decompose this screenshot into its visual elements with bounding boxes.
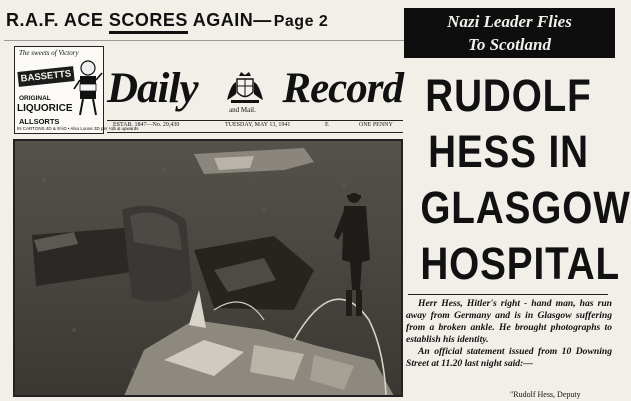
main-headline — [406, 68, 631, 292]
story-paragraph-1: Herr Hess, Hitler's right - hand man, has run away from Germany and is in Glasgow suffering from a broken ankle. He brought photographs to establish his identity. — [406, 298, 612, 345]
allsorts-mascot-icon — [73, 59, 103, 121]
kicker-line2: To Scotland — [468, 35, 551, 54]
masthead-subtitle: and Mail. — [229, 106, 256, 114]
headline-line1: RUDOLF — [425, 70, 592, 121]
advert-line2: LIQUORICE — [17, 103, 73, 114]
strap-tail: AGAIN— — [187, 10, 272, 30]
strap-rule — [4, 40, 404, 41]
masthead-rule-bottom — [107, 132, 403, 133]
dateline-price: ONE PENNY — [359, 122, 393, 128]
strap-text — [6, 10, 272, 34]
wreckage-photo — [14, 140, 402, 396]
dateline-date: TUESDAY, MAY 13, 1941 — [225, 122, 291, 128]
strap-page-ref[interactable]: Page 2 — [273, 13, 329, 30]
kicker-line1: Nazi Leader Flies — [447, 12, 572, 31]
advert-line1: ORIGINAL — [19, 95, 51, 102]
story-paragraph-2: An official statement issued from 10 Downing Street at 11.20 last night said:— — [406, 346, 612, 369]
story-continues: "Rudolf Hess, Deputy — [510, 390, 581, 399]
headline-line2: HESS IN — [428, 126, 589, 177]
dateline-edition: E — [325, 122, 329, 128]
strap-lead: R.A.F. ACE — [6, 10, 109, 30]
dateline — [107, 122, 403, 132]
royal-crest-icon — [225, 70, 265, 106]
headline-line4: HOSPITAL — [420, 238, 621, 289]
masthead — [107, 62, 403, 122]
story-rule — [408, 294, 608, 295]
strap-underlined: SCORES — [109, 10, 188, 34]
masthead-title-right: Record — [282, 65, 403, 112]
headline-line3: GLASGOW — [420, 182, 631, 233]
advert-line3: ALLSORTS — [19, 117, 60, 126]
masthead-rule-top — [107, 120, 403, 121]
advert-footer: IN CARTONS 4D & 8½D • Also Loose 3D per ¼lb & upwards — [17, 126, 139, 131]
wreckage-photo-image — [14, 140, 402, 396]
dateline-established: ESTAB. 1847—No. 29,430 — [113, 122, 180, 128]
masthead-title-left: Daily — [107, 65, 198, 112]
advert-brand: BASSETTS — [17, 66, 74, 87]
bassetts-advert — [14, 46, 139, 134]
story-body — [406, 298, 612, 370]
strap-headline — [6, 10, 406, 40]
advert-tagline: The sweets of Victory — [19, 49, 79, 57]
kicker-banner — [404, 8, 615, 58]
